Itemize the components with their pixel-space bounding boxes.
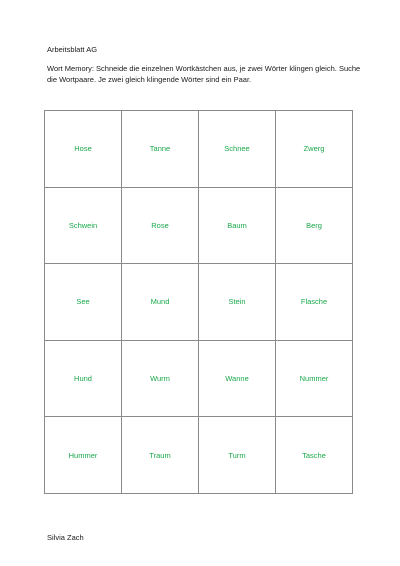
word-card: Hose — [45, 111, 122, 188]
word-card: Turm — [199, 417, 276, 494]
instructions-text: Wort Memory: Schneide die einzelnen Wortkästchen aus, je zwei Wörter klingen gleich. Suche die Wortpaare. Je zwei gleich klingende Wörter sind ein Paar. — [47, 64, 361, 84]
worksheet-title: Arbeitsblatt AG — [47, 45, 98, 54]
word-card: Baum — [199, 188, 276, 265]
word-card: Tanne — [122, 111, 199, 188]
word-card: Wurm — [122, 341, 199, 418]
word-card: Hund — [45, 341, 122, 418]
author-name: Silvia Zach — [47, 533, 84, 542]
word-card: Stein — [199, 264, 276, 341]
word-card: Wanne — [199, 341, 276, 418]
word-card: Schnee — [199, 111, 276, 188]
word-card: See — [45, 264, 122, 341]
word-card: Schwein — [45, 188, 122, 265]
word-card: Zwerg — [276, 111, 353, 188]
word-memory-grid — [44, 110, 353, 494]
word-card: Traum — [122, 417, 199, 494]
word-card: Rose — [122, 188, 199, 265]
word-card: Flasche — [276, 264, 353, 341]
word-card: Berg — [276, 188, 353, 265]
word-card: Hummer — [45, 417, 122, 494]
word-card: Mund — [122, 264, 199, 341]
word-card: Tasche — [276, 417, 353, 494]
word-card: Nummer — [276, 341, 353, 418]
